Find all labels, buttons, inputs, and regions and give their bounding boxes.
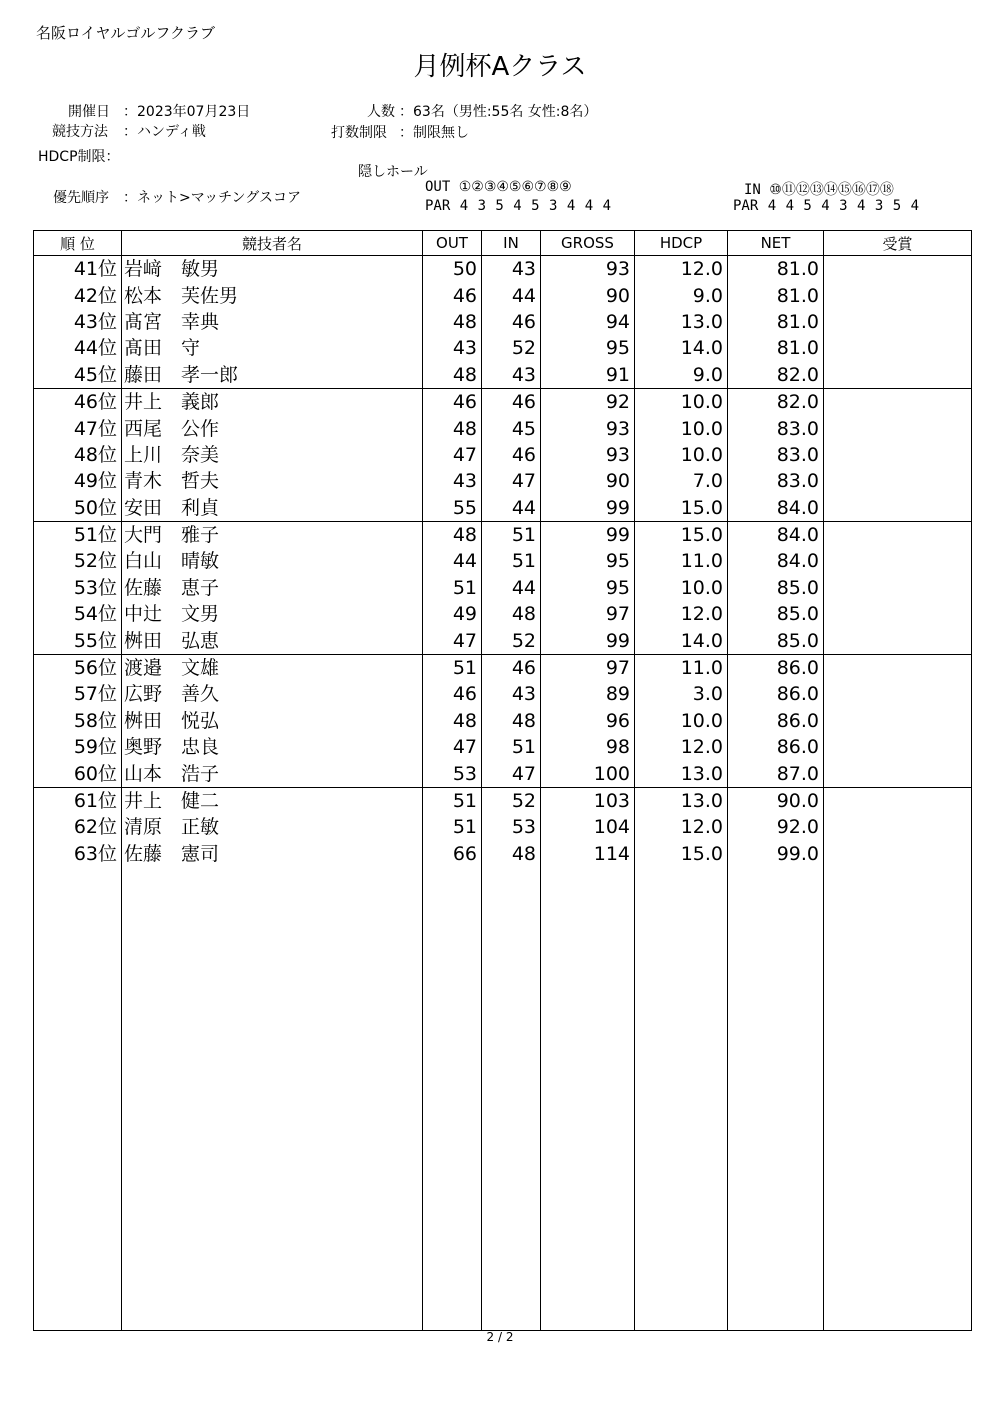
gross-cell: 95 <box>541 335 635 361</box>
award-cell <box>824 681 972 707</box>
out-cell: 48 <box>423 415 482 441</box>
header-award: 受賞 <box>824 231 972 256</box>
gross-cell: 99 <box>541 627 635 654</box>
out-cell: 47 <box>423 442 482 468</box>
out-cell: 48 <box>423 521 482 548</box>
players-value: ：63名（男性:55名 女性:8名） <box>399 104 598 120</box>
name-cell: 髙田 守 <box>122 335 423 361</box>
out-cell: 48 <box>423 309 482 335</box>
table-row <box>34 601 972 627</box>
table-row <box>34 309 972 335</box>
table-header-row <box>34 231 972 256</box>
net-cell: 99.0 <box>728 841 824 867</box>
rank-cell: 43位 <box>34 309 122 335</box>
page-title: 月例杯Aクラス <box>413 52 587 82</box>
table-row <box>34 442 972 468</box>
header-out: OUT <box>423 231 482 256</box>
header-gross: GROSS <box>541 231 635 256</box>
rank-cell: 53位 <box>34 575 122 601</box>
date-value: ：2023年07月23日 <box>123 104 251 120</box>
name-cell: 白山 晴敏 <box>122 548 423 574</box>
net-cell: 86.0 <box>728 681 824 707</box>
header-name: 競技者名 <box>122 231 423 256</box>
in-cell: 43 <box>482 256 541 283</box>
in-cell: 51 <box>482 521 541 548</box>
out-cell: 43 <box>423 468 482 494</box>
award-cell <box>824 601 972 627</box>
header-net: NET <box>728 231 824 256</box>
name-cell: 青木 哲夫 <box>122 468 423 494</box>
table-row <box>34 256 972 283</box>
hdcp-cell: 14.0 <box>635 627 728 654</box>
out-cell: 48 <box>423 708 482 734</box>
rank-cell: 46位 <box>34 388 122 415</box>
priority-value: ：ネット>マッチングスコア <box>123 190 302 206</box>
rank-cell: 45位 <box>34 362 122 389</box>
name-cell: 桝田 悦弘 <box>122 708 423 734</box>
hdcp-cell: 10.0 <box>635 415 728 441</box>
award-cell <box>824 282 972 308</box>
in-par-row: PAR 4 4 5 4 3 4 3 5 4 <box>733 198 920 214</box>
table-filler-row <box>34 867 972 1331</box>
net-cell: 90.0 <box>728 787 824 814</box>
table-row <box>34 495 972 522</box>
gross-cell: 90 <box>541 468 635 494</box>
out-cell: 51 <box>423 814 482 840</box>
name-cell: 大門 雅子 <box>122 521 423 548</box>
table-row <box>34 708 972 734</box>
hdcp-cell: 15.0 <box>635 495 728 522</box>
out-cell: 48 <box>423 362 482 389</box>
rank-cell: 48位 <box>34 442 122 468</box>
net-cell: 86.0 <box>728 708 824 734</box>
in-cell: 51 <box>482 734 541 760</box>
rank-cell: 55位 <box>34 627 122 654</box>
gross-cell: 93 <box>541 442 635 468</box>
in-cell: 46 <box>482 309 541 335</box>
gross-cell: 96 <box>541 708 635 734</box>
empty-cell <box>728 867 824 1331</box>
empty-cell <box>423 867 482 1331</box>
rank-cell: 51位 <box>34 521 122 548</box>
header-rank: 順 位 <box>34 231 122 256</box>
gross-cell: 103 <box>541 787 635 814</box>
gross-cell: 90 <box>541 282 635 308</box>
method-value: ：ハンディ戦 <box>123 124 206 140</box>
rank-cell: 42位 <box>34 282 122 308</box>
net-cell: 83.0 <box>728 468 824 494</box>
in-holes-row: IN ⑩⑪⑫⑬⑭⑮⑯⑰⑱ <box>744 182 894 198</box>
gross-cell: 94 <box>541 309 635 335</box>
rank-cell: 58位 <box>34 708 122 734</box>
award-cell <box>824 415 972 441</box>
award-cell <box>824 814 972 840</box>
net-cell: 81.0 <box>728 309 824 335</box>
award-cell <box>824 256 972 283</box>
net-cell: 85.0 <box>728 627 824 654</box>
name-cell: 井上 義郎 <box>122 388 423 415</box>
net-cell: 81.0 <box>728 282 824 308</box>
in-cell: 52 <box>482 627 541 654</box>
hdcp-cell: 13.0 <box>635 787 728 814</box>
name-cell: 山本 浩子 <box>122 760 423 787</box>
stroke-limit-label: 打数制限 <box>331 125 387 141</box>
name-cell: 佐藤 恵子 <box>122 575 423 601</box>
gross-cell: 100 <box>541 760 635 787</box>
award-cell <box>824 309 972 335</box>
table-row <box>34 734 972 760</box>
hdcp-cell: 13.0 <box>635 309 728 335</box>
net-cell: 92.0 <box>728 814 824 840</box>
table-row <box>34 575 972 601</box>
rank-cell: 49位 <box>34 468 122 494</box>
award-cell <box>824 362 972 389</box>
name-cell: 中辻 文男 <box>122 601 423 627</box>
net-cell: 83.0 <box>728 415 824 441</box>
award-cell <box>824 654 972 681</box>
award-cell <box>824 734 972 760</box>
hdcp-cell: 12.0 <box>635 256 728 283</box>
method-label: 競技方法 <box>52 124 108 140</box>
table-row <box>34 388 972 415</box>
rank-cell: 62位 <box>34 814 122 840</box>
out-cell: 51 <box>423 787 482 814</box>
name-cell: 髙宮 幸典 <box>122 309 423 335</box>
award-cell <box>824 787 972 814</box>
hdcp-cell: 15.0 <box>635 521 728 548</box>
in-cell: 46 <box>482 442 541 468</box>
name-cell: 奥野 忠良 <box>122 734 423 760</box>
gross-cell: 91 <box>541 362 635 389</box>
award-cell <box>824 495 972 522</box>
out-cell: 66 <box>423 841 482 867</box>
award-cell <box>824 468 972 494</box>
award-cell <box>824 442 972 468</box>
table-row <box>34 548 972 574</box>
award-cell <box>824 627 972 654</box>
name-cell: 広野 善久 <box>122 681 423 707</box>
net-cell: 84.0 <box>728 495 824 522</box>
page-number: 2 / 2 <box>486 1330 514 1344</box>
name-cell: 安田 利貞 <box>122 495 423 522</box>
table-row <box>34 681 972 707</box>
award-cell <box>824 760 972 787</box>
in-cell: 48 <box>482 841 541 867</box>
in-cell: 45 <box>482 415 541 441</box>
empty-cell <box>541 867 635 1331</box>
net-cell: 85.0 <box>728 601 824 627</box>
gross-cell: 93 <box>541 256 635 283</box>
name-cell: 渡邉 文雄 <box>122 654 423 681</box>
name-cell: 松本 芙佐男 <box>122 282 423 308</box>
in-cell: 43 <box>482 681 541 707</box>
name-cell: 佐藤 憲司 <box>122 841 423 867</box>
rank-cell: 52位 <box>34 548 122 574</box>
hdcp-cell: 3.0 <box>635 681 728 707</box>
table-row <box>34 282 972 308</box>
gross-cell: 97 <box>541 601 635 627</box>
hdcp-cell: 9.0 <box>635 362 728 389</box>
results-table <box>33 230 972 1331</box>
gross-cell: 98 <box>541 734 635 760</box>
hdcp-limit-label: HDCP制限： <box>38 149 120 165</box>
gross-cell: 99 <box>541 495 635 522</box>
out-cell: 44 <box>423 548 482 574</box>
priority-label: 優先順序 <box>53 190 109 206</box>
rank-cell: 54位 <box>34 601 122 627</box>
out-cell: 46 <box>423 388 482 415</box>
table-row <box>34 760 972 787</box>
gross-cell: 89 <box>541 681 635 707</box>
in-cell: 48 <box>482 708 541 734</box>
out-cell: 47 <box>423 734 482 760</box>
hidden-holes-label: 隠しホール <box>358 164 428 180</box>
hdcp-cell: 13.0 <box>635 760 728 787</box>
rank-cell: 47位 <box>34 415 122 441</box>
club-name: 名阪ロイヤルゴルフクラブ <box>36 24 215 42</box>
hdcp-cell: 14.0 <box>635 335 728 361</box>
name-cell: 上川 奈美 <box>122 442 423 468</box>
out-cell: 46 <box>423 282 482 308</box>
rank-cell: 57位 <box>34 681 122 707</box>
out-cell: 43 <box>423 335 482 361</box>
date-label: 開催日 <box>68 104 110 120</box>
in-cell: 47 <box>482 760 541 787</box>
table-row <box>34 814 972 840</box>
hdcp-cell: 9.0 <box>635 282 728 308</box>
out-cell: 50 <box>423 256 482 283</box>
in-cell: 46 <box>482 388 541 415</box>
net-cell: 82.0 <box>728 388 824 415</box>
name-cell: 桝田 弘恵 <box>122 627 423 654</box>
net-cell: 86.0 <box>728 734 824 760</box>
net-cell: 83.0 <box>728 442 824 468</box>
hdcp-cell: 10.0 <box>635 388 728 415</box>
gross-cell: 95 <box>541 575 635 601</box>
name-cell: 西尾 公作 <box>122 415 423 441</box>
net-cell: 84.0 <box>728 521 824 548</box>
gross-cell: 104 <box>541 814 635 840</box>
table-row <box>34 654 972 681</box>
in-cell: 43 <box>482 362 541 389</box>
empty-cell <box>824 867 972 1331</box>
hdcp-cell: 11.0 <box>635 654 728 681</box>
table-row <box>34 468 972 494</box>
hdcp-cell: 12.0 <box>635 601 728 627</box>
in-cell: 47 <box>482 468 541 494</box>
players-label: 人数 <box>367 104 395 120</box>
net-cell: 81.0 <box>728 335 824 361</box>
empty-cell <box>635 867 728 1331</box>
hdcp-cell: 15.0 <box>635 841 728 867</box>
award-cell <box>824 335 972 361</box>
hdcp-cell: 10.0 <box>635 442 728 468</box>
gross-cell: 97 <box>541 654 635 681</box>
out-cell: 49 <box>423 601 482 627</box>
in-cell: 44 <box>482 282 541 308</box>
hdcp-cell: 12.0 <box>635 814 728 840</box>
net-cell: 84.0 <box>728 548 824 574</box>
award-cell <box>824 708 972 734</box>
in-cell: 44 <box>482 575 541 601</box>
out-cell: 46 <box>423 681 482 707</box>
hdcp-cell: 7.0 <box>635 468 728 494</box>
gross-cell: 99 <box>541 521 635 548</box>
rank-cell: 59位 <box>34 734 122 760</box>
award-cell <box>824 388 972 415</box>
out-cell: 55 <box>423 495 482 522</box>
table-row <box>34 415 972 441</box>
award-cell <box>824 521 972 548</box>
out-cell: 47 <box>423 627 482 654</box>
name-cell: 清原 正敏 <box>122 814 423 840</box>
in-cell: 48 <box>482 601 541 627</box>
net-cell: 87.0 <box>728 760 824 787</box>
in-cell: 52 <box>482 335 541 361</box>
gross-cell: 114 <box>541 841 635 867</box>
header-hdcp: HDCP <box>635 231 728 256</box>
gross-cell: 92 <box>541 388 635 415</box>
rank-cell: 44位 <box>34 335 122 361</box>
award-cell <box>824 575 972 601</box>
rank-cell: 41位 <box>34 256 122 283</box>
award-cell <box>824 841 972 867</box>
rank-cell: 63位 <box>34 841 122 867</box>
award-cell <box>824 548 972 574</box>
table-row <box>34 521 972 548</box>
in-cell: 51 <box>482 548 541 574</box>
in-cell: 53 <box>482 814 541 840</box>
net-cell: 85.0 <box>728 575 824 601</box>
empty-cell <box>482 867 541 1331</box>
hdcp-cell: 10.0 <box>635 575 728 601</box>
in-cell: 52 <box>482 787 541 814</box>
table-row <box>34 841 972 867</box>
net-cell: 81.0 <box>728 256 824 283</box>
out-par-row: PAR 4 3 5 4 5 3 4 4 4 <box>425 198 612 214</box>
out-cell: 53 <box>423 760 482 787</box>
table-row <box>34 335 972 361</box>
table-row <box>34 362 972 389</box>
rank-cell: 60位 <box>34 760 122 787</box>
rank-cell: 56位 <box>34 654 122 681</box>
net-cell: 82.0 <box>728 362 824 389</box>
empty-cell <box>122 867 423 1331</box>
out-holes-row: OUT ①②③④⑤⑥⑦⑧⑨ <box>425 179 572 195</box>
table-row <box>34 627 972 654</box>
rank-cell: 50位 <box>34 495 122 522</box>
net-cell: 86.0 <box>728 654 824 681</box>
name-cell: 岩﨑 敏男 <box>122 256 423 283</box>
header-in: IN <box>482 231 541 256</box>
stroke-limit-value: ：制限無し <box>399 125 469 141</box>
gross-cell: 93 <box>541 415 635 441</box>
table-row <box>34 787 972 814</box>
out-cell: 51 <box>423 654 482 681</box>
hdcp-cell: 12.0 <box>635 734 728 760</box>
in-cell: 46 <box>482 654 541 681</box>
gross-cell: 95 <box>541 548 635 574</box>
hdcp-cell: 10.0 <box>635 708 728 734</box>
empty-cell <box>34 867 122 1331</box>
out-cell: 51 <box>423 575 482 601</box>
name-cell: 藤田 孝一郎 <box>122 362 423 389</box>
rank-cell: 61位 <box>34 787 122 814</box>
name-cell: 井上 健二 <box>122 787 423 814</box>
in-cell: 44 <box>482 495 541 522</box>
hdcp-cell: 11.0 <box>635 548 728 574</box>
